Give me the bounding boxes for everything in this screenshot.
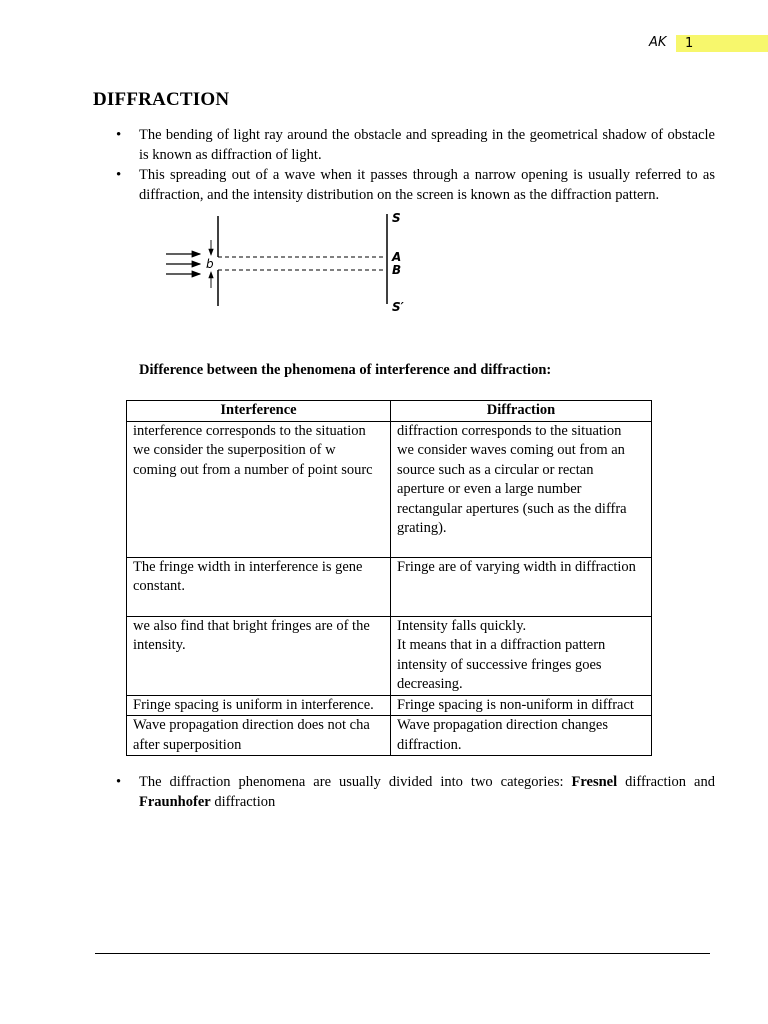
categories-suffix: diffraction xyxy=(210,794,276,810)
label-s-bottom: S′ xyxy=(392,300,404,314)
cell-interference xyxy=(127,716,391,756)
intro-bullet-list xyxy=(139,125,715,205)
cell-line: Fringe are of varying width in diffraction xyxy=(397,558,636,575)
cell-line: after superposition xyxy=(133,736,242,753)
incident-rays xyxy=(166,254,200,274)
cell-line: we consider waves coming out from an xyxy=(397,442,625,458)
cell-line: Fringe spacing is uniform in interference. xyxy=(133,696,374,713)
label-s-top: S xyxy=(392,211,401,225)
cell-line: we consider the superposition of w xyxy=(133,442,336,458)
footer-divider xyxy=(95,953,710,954)
categories-middle: diffraction and xyxy=(617,774,715,790)
cell-line: intensity. xyxy=(133,637,186,653)
cell-interference xyxy=(127,695,391,716)
header-author: AK xyxy=(649,35,667,50)
cell-line: decreasing. xyxy=(397,676,463,692)
cell-line: source such as a circular or rectan xyxy=(397,461,594,478)
cell-line: diffraction. xyxy=(397,736,462,753)
comparison-table xyxy=(126,400,652,756)
cell-diffraction xyxy=(391,557,652,616)
label-b: B xyxy=(392,263,402,277)
slit-label: b xyxy=(206,257,214,271)
table-header-row xyxy=(127,401,652,422)
categories-prefix: The diffraction phenomena are usually divided into two categories: xyxy=(139,774,572,790)
cell-line: Fringe spacing is non-uniform in diffract xyxy=(397,696,634,713)
cell-line: we also find that bright fringes are of the xyxy=(133,617,370,634)
cell-diffraction xyxy=(391,616,652,695)
cell-interference xyxy=(127,557,391,616)
cell-line: constant. xyxy=(133,578,185,594)
table-row xyxy=(127,421,652,557)
page-title: DIFFRACTION xyxy=(93,89,230,110)
cell-line: rectangular apertures (such as the diffra xyxy=(397,500,627,517)
cell-line: Wave propagation direction does not cha xyxy=(133,717,370,733)
bullet-definition: • The bending of light ray around the obstacle and spreading in the geometrical shadow of obstacle is known as diffraction of light. xyxy=(139,125,715,165)
cell-line: Wave propagation direction changes xyxy=(397,717,609,733)
cell-interference xyxy=(127,616,391,695)
cell-line: aperture or even a large number xyxy=(397,481,582,497)
header-interference: Interference xyxy=(127,401,391,422)
cell-line: coming out from a number of point sourc xyxy=(133,461,373,478)
cell-line: grating). xyxy=(397,520,447,536)
cell-line: The fringe width in interference is gene xyxy=(133,558,363,575)
table-row xyxy=(127,616,652,695)
page-number: 1 xyxy=(676,35,768,52)
table-row xyxy=(127,695,652,716)
cell-diffraction xyxy=(391,695,652,716)
single-slit-diagram xyxy=(160,208,420,318)
term-fresnel: Fresnel xyxy=(571,774,618,790)
term-fraunhofer: Fraunhofer xyxy=(139,794,211,810)
cell-line: Intensity falls quickly. xyxy=(397,617,527,634)
cell-line: It means that in a diffraction pattern xyxy=(397,637,606,653)
cell-line: interference corresponds to the situation xyxy=(133,422,366,439)
label-a: A xyxy=(392,250,402,264)
cell-diffraction xyxy=(391,421,652,557)
cell-diffraction xyxy=(391,716,652,756)
header-diffraction: Diffraction xyxy=(391,401,652,422)
cell-interference xyxy=(127,421,391,557)
comparison-heading: Difference between the phenomena of interference and diffraction: xyxy=(139,362,552,378)
cell-line: intensity of successive fringes goes xyxy=(397,656,602,673)
dashed-beam-edges xyxy=(218,257,386,270)
bullet-spreading: • This spreading out of a wave when it passes through a narrow opening is usually referred to as diffraction, and the intensity distribution on the screen is known as the diffraction pattern. xyxy=(139,165,715,205)
bullet-categories xyxy=(139,772,715,812)
table-row xyxy=(127,557,652,616)
cell-line: diffraction corresponds to the situation xyxy=(397,422,622,439)
table-row xyxy=(127,716,652,756)
